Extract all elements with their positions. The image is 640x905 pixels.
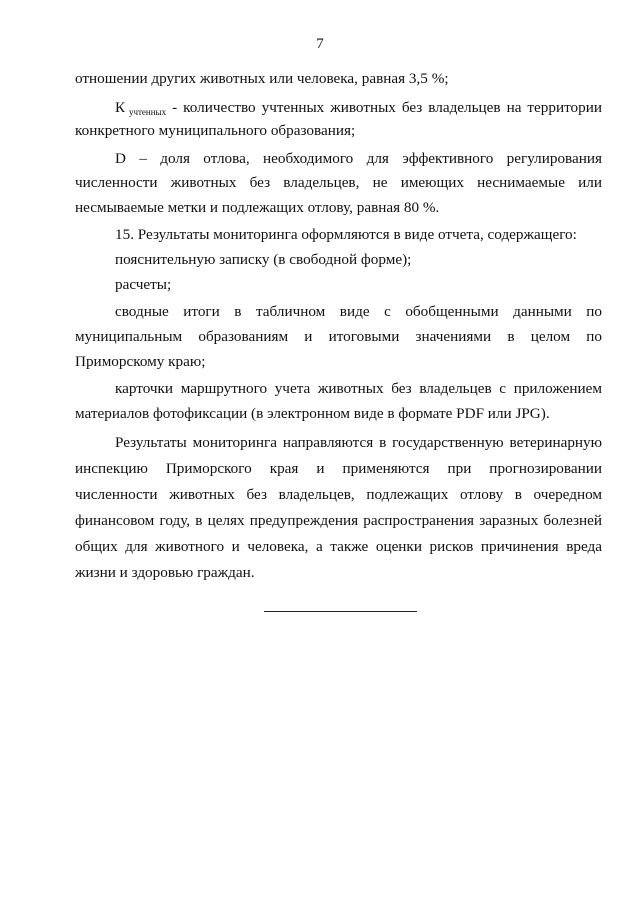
list-item: карточки маршрутного учета животных без владельцев с приложением bbox=[115, 380, 602, 397]
paragraph-line: несмываемые метки и подлежащих отлову, равная 80 %. bbox=[75, 199, 440, 216]
end-separator-line bbox=[264, 611, 417, 612]
paragraph-line: жизни и здоровью граждан. bbox=[75, 564, 255, 581]
list-item: сводные итоги в табличном виде с обобщенными данными по bbox=[115, 303, 602, 320]
variable-k: К $_{учтенных}$ bbox=[115, 99, 167, 117]
paragraph-line: 15. Результаты мониторинга оформляются в виде отчета, содержащего: bbox=[115, 226, 577, 243]
paragraph-line: конкретного муниципального образования; bbox=[75, 122, 356, 139]
paragraph-line: муниципальным образованиям и итоговыми значениями в целом по bbox=[75, 328, 602, 345]
paragraph-line: материалов фотофиксации (в электронном виде в формате PDF или JPG). bbox=[75, 405, 550, 422]
paragraph-line: инспекцию Приморского края и применяются при прогнозировании bbox=[75, 460, 602, 477]
paragraph-line: численности животных без владельцев, не имеющих неснимаемые или bbox=[75, 174, 602, 191]
paragraph-line: отношении других животных или человека, равная 3,5 %; bbox=[75, 70, 449, 87]
list-item: пояснительную записку (в свободной форме); bbox=[115, 251, 412, 268]
list-item: расчеты; bbox=[115, 276, 172, 293]
paragraph-line: финансовом году, в целях предупреждения распространения заразных болезней bbox=[75, 512, 602, 529]
variable-subscript: учтенных bbox=[128, 107, 167, 117]
page-number: 7 bbox=[316, 36, 324, 52]
paragraph-line bbox=[115, 99, 602, 121]
paragraph-line: численности животных без владельцев, подлежащих отлову в очередном bbox=[75, 486, 602, 503]
variable-k-definition: - количество учтенных животных без владельцев на территории bbox=[172, 99, 602, 116]
paragraph-line: Приморскому краю; bbox=[75, 353, 206, 370]
paragraph-line: Результаты мониторинга направляются в государственную ветеринарную bbox=[115, 434, 602, 451]
paragraph-line: общих для животного и человека, а также оценки рисков причинения вреда bbox=[75, 538, 602, 555]
paragraph-line: D – доля отлова, необходимого для эффективного регулирования bbox=[115, 150, 602, 167]
